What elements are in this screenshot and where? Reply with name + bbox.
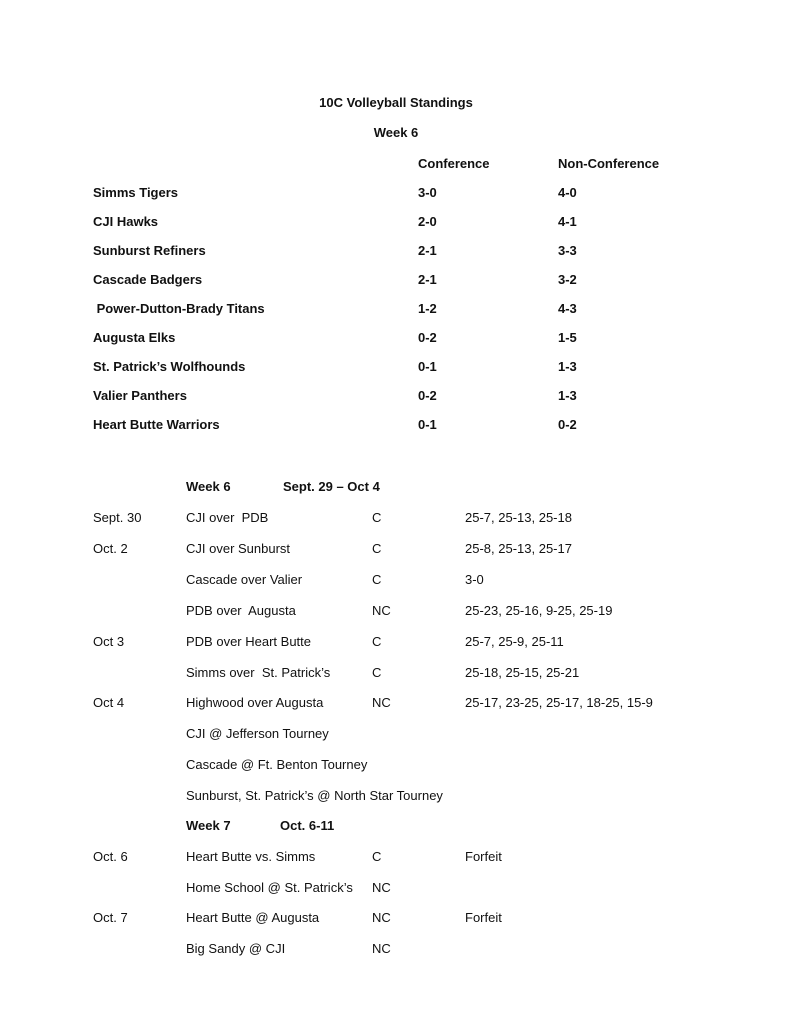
- non-conference-record: 4-1: [558, 214, 577, 229]
- game-score: 25-23, 25-16, 9-25, 25-19: [465, 603, 613, 618]
- non-conference-record: 4-3: [558, 301, 577, 316]
- team-name: Power-Dutton-Brady Titans: [93, 301, 265, 316]
- game-matchup: Sunburst, St. Patrick’s @ North Star Tourney: [186, 788, 443, 803]
- non-conference-record: 0-2: [558, 417, 577, 432]
- game-matchup: Heart Butte @ Augusta: [186, 910, 320, 925]
- game-matchup: CJI over PDB: [186, 510, 269, 525]
- game-date: Oct. 2: [93, 541, 128, 556]
- team-name: St. Patrick’s Wolfhounds: [93, 359, 246, 374]
- game-type: C: [372, 572, 382, 587]
- non-conference-record: 1-5: [558, 330, 577, 345]
- week6-label: Week 6: [186, 479, 231, 494]
- game-score: 3-0: [465, 572, 484, 587]
- game-matchup: CJI over Sunburst: [186, 541, 291, 556]
- game-score: 25-7, 25-13, 25-18: [465, 510, 572, 525]
- game-score: Forfeit: [465, 849, 502, 864]
- conference-header: Conference: [418, 156, 490, 171]
- conference-record: 2-1: [418, 272, 437, 287]
- game-date: Oct 3: [93, 634, 125, 649]
- team-name: Valier Panthers: [93, 388, 187, 403]
- conference-record: 1-2: [418, 301, 437, 316]
- game-matchup: Simms over St. Patrick’s: [186, 665, 331, 680]
- game-type: C: [372, 634, 382, 649]
- non-conference-record: 3-3: [558, 243, 577, 258]
- game-score: 25-7, 25-9, 25-11: [465, 634, 564, 649]
- game-matchup: CJI @ Jefferson Tourney: [186, 726, 329, 741]
- team-name: Sunburst Refiners: [93, 243, 206, 258]
- non-conference-record: 1-3: [558, 359, 577, 374]
- game-matchup: Highwood over Augusta: [186, 695, 324, 710]
- conference-record: 3-0: [418, 185, 437, 200]
- non-conference-record: 1-3: [558, 388, 577, 403]
- game-matchup: Big Sandy @ CJI: [186, 941, 286, 956]
- game-type: NC: [372, 603, 391, 618]
- page-title: 10C Volleyball Standings: [319, 95, 473, 110]
- week6-dates: Sept. 29 – Oct 4: [283, 479, 380, 494]
- game-score: 25-17, 23-25, 25-17, 18-25, 15-9: [465, 695, 653, 710]
- game-type: C: [372, 665, 382, 680]
- game-matchup: Heart Butte vs. Simms: [186, 849, 316, 864]
- game-score: 25-18, 25-15, 25-21: [465, 665, 580, 680]
- week7-label: Week 7: [186, 818, 231, 833]
- game-score: Forfeit: [465, 910, 502, 925]
- conference-record: 0-2: [418, 388, 437, 403]
- game-matchup: PDB over Heart Butte: [186, 634, 311, 649]
- non-conference-record: 4-0: [558, 185, 577, 200]
- team-name: Cascade Badgers: [93, 272, 203, 287]
- game-date: Oct 4: [93, 695, 125, 710]
- game-score: 25-8, 25-13, 25-17: [465, 541, 572, 556]
- game-matchup: PDB over Augusta: [186, 603, 296, 618]
- game-matchup: Cascade over Valier: [186, 572, 303, 587]
- conference-record: 2-1: [418, 243, 437, 258]
- week7-dates: Oct. 6-11: [280, 818, 335, 833]
- game-type: C: [372, 849, 382, 864]
- game-date: Oct. 6: [93, 849, 128, 864]
- conference-record: 0-2: [418, 330, 437, 345]
- game-type: C: [372, 510, 382, 525]
- game-date: Sept. 30: [93, 510, 142, 525]
- conference-record: 0-1: [418, 359, 437, 374]
- game-type: C: [372, 541, 382, 556]
- conference-record: 2-0: [418, 214, 437, 229]
- game-date: Oct. 7: [93, 910, 128, 925]
- game-matchup: Home School @ St. Patrick’s: [186, 880, 353, 895]
- team-name: Augusta Elks: [93, 330, 176, 345]
- game-matchup: Cascade @ Ft. Benton Tourney: [186, 757, 368, 772]
- game-type: NC: [372, 941, 391, 956]
- non-conference-header: Non-Conference: [558, 156, 660, 171]
- game-type: NC: [372, 880, 391, 895]
- game-type: NC: [372, 695, 391, 710]
- team-name: Simms Tigers: [93, 185, 179, 200]
- non-conference-record: 3-2: [558, 272, 577, 287]
- week-heading: Week 6: [373, 125, 419, 140]
- conference-record: 0-1: [418, 417, 437, 432]
- game-type: NC: [372, 910, 391, 925]
- team-name: CJI Hawks: [93, 214, 159, 229]
- team-name: Heart Butte Warriors: [93, 417, 220, 432]
